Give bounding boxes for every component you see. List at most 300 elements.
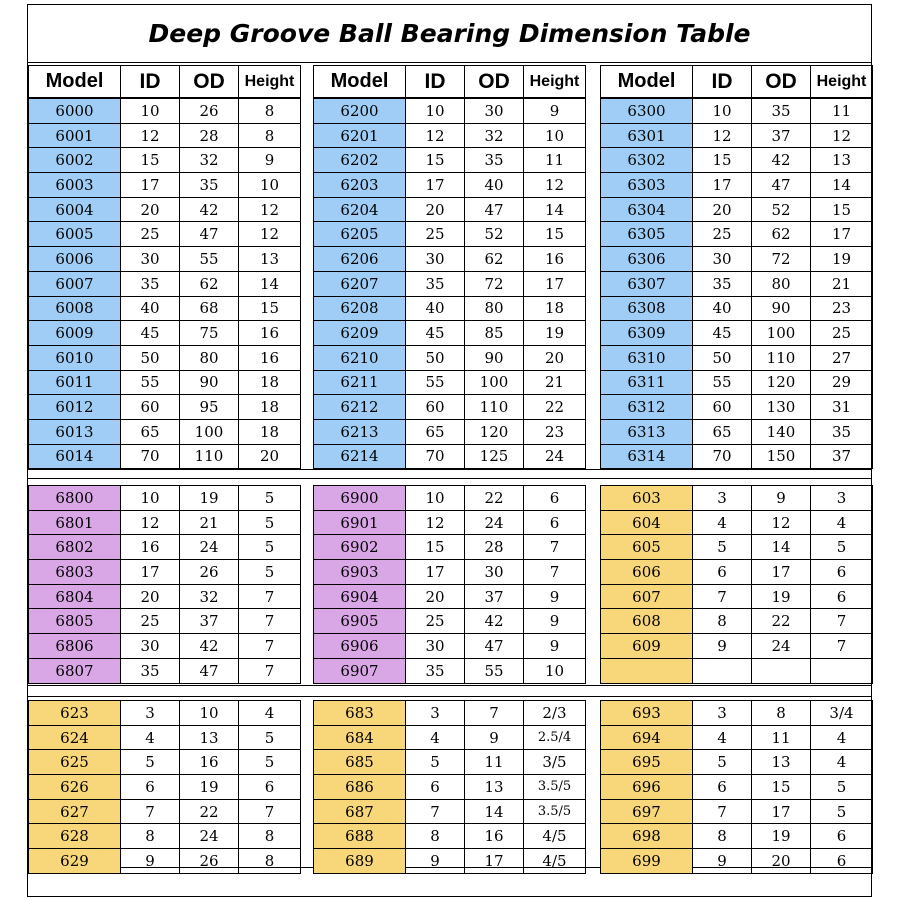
height-cell: 17 (811, 222, 873, 247)
table-row (314, 148, 586, 173)
height-cell: 6 (811, 560, 873, 585)
id-cell: 40 (693, 296, 752, 321)
od-cell: 24 (180, 535, 239, 560)
table-row (314, 222, 586, 247)
id-cell: 30 (121, 634, 180, 659)
table-row (314, 395, 586, 420)
table-row (314, 634, 586, 659)
table-row (29, 658, 301, 683)
id-cell: 17 (121, 560, 180, 585)
id-cell: 10 (693, 99, 752, 124)
od-cell: 55 (180, 247, 239, 272)
table-row (314, 271, 586, 296)
model-cell: 605 (601, 535, 693, 560)
od-cell: 19 (180, 775, 239, 800)
id-cell: 17 (693, 173, 752, 198)
model-cell: 6302 (601, 148, 693, 173)
od-cell: 12 (752, 510, 811, 535)
table-row (29, 296, 301, 321)
model-cell: 6209 (314, 321, 406, 346)
model-cell: 689 (314, 849, 406, 874)
id-cell: 65 (406, 419, 465, 444)
id-cell: 25 (693, 222, 752, 247)
od-cell: 47 (180, 222, 239, 247)
height-cell: 12 (239, 197, 301, 222)
height-cell: 5 (239, 486, 301, 511)
id-cell: 30 (406, 634, 465, 659)
table-row (601, 725, 873, 750)
table-row (29, 123, 301, 148)
table-row (314, 535, 586, 560)
id-cell: 55 (693, 370, 752, 395)
header-id: ID (406, 66, 465, 98)
id-cell: 8 (406, 824, 465, 849)
id-cell: 3 (693, 701, 752, 726)
bearing-table-block (313, 98, 586, 469)
model-cell: 6201 (314, 123, 406, 148)
od-cell: 130 (752, 395, 811, 420)
table-row (601, 173, 873, 198)
table-row (29, 701, 301, 726)
height-cell: 2/3 (524, 701, 586, 726)
table-row (29, 222, 301, 247)
table-row (29, 634, 301, 659)
id-cell (693, 658, 752, 683)
height-cell: 5 (239, 510, 301, 535)
id-cell: 6 (406, 775, 465, 800)
height-cell: 4 (239, 701, 301, 726)
id-cell: 7 (121, 799, 180, 824)
table-row (601, 658, 873, 683)
table-row (29, 824, 301, 849)
id-cell: 7 (406, 799, 465, 824)
id-cell: 45 (406, 321, 465, 346)
model-cell: 6213 (314, 419, 406, 444)
height-cell: 2.5/4 (524, 725, 586, 750)
model-cell: 6303 (601, 173, 693, 198)
table-row (29, 849, 301, 874)
height-cell: 7 (811, 609, 873, 634)
id-cell: 6 (121, 775, 180, 800)
height-cell: 15 (524, 222, 586, 247)
od-cell: 110 (465, 395, 524, 420)
table-row (314, 750, 586, 775)
height-cell: 13 (811, 148, 873, 173)
id-cell: 8 (693, 824, 752, 849)
od-cell: 20 (752, 849, 811, 874)
table-row (601, 799, 873, 824)
table-row (314, 419, 586, 444)
id-cell: 20 (693, 197, 752, 222)
id-cell: 35 (121, 658, 180, 683)
model-cell: 6001 (29, 123, 121, 148)
height-cell: 15 (811, 197, 873, 222)
od-cell: 22 (465, 486, 524, 511)
id-cell: 4 (693, 725, 752, 750)
id-cell: 70 (693, 444, 752, 469)
height-cell: 4 (811, 510, 873, 535)
id-cell: 35 (406, 271, 465, 296)
id-cell: 8 (693, 609, 752, 634)
id-cell: 6 (693, 775, 752, 800)
id-cell: 12 (693, 123, 752, 148)
height-cell: 13 (239, 247, 301, 272)
id-cell: 20 (406, 584, 465, 609)
id-cell: 6 (693, 560, 752, 585)
id-cell: 20 (121, 584, 180, 609)
table-row (314, 247, 586, 272)
od-cell: 80 (465, 296, 524, 321)
od-cell: 140 (752, 419, 811, 444)
height-cell: 8 (239, 824, 301, 849)
od-cell: 120 (465, 419, 524, 444)
bearing-table-block (600, 485, 873, 684)
height-cell (811, 658, 873, 683)
table-row (314, 609, 586, 634)
model-cell: 6012 (29, 395, 121, 420)
table-row (601, 560, 873, 585)
header-id: ID (121, 66, 180, 98)
model-cell: 6904 (314, 584, 406, 609)
table-row (29, 609, 301, 634)
height-cell: 19 (524, 321, 586, 346)
height-cell: 14 (524, 197, 586, 222)
od-cell: 90 (465, 345, 524, 370)
od-cell: 90 (752, 296, 811, 321)
table-row (314, 321, 586, 346)
od-cell: 68 (180, 296, 239, 321)
id-cell: 10 (121, 99, 180, 124)
model-cell: 608 (601, 609, 693, 634)
model-cell: 686 (314, 775, 406, 800)
od-cell: 14 (752, 535, 811, 560)
od-cell: 13 (752, 750, 811, 775)
od-cell: 16 (180, 750, 239, 775)
od-cell: 11 (465, 750, 524, 775)
od-cell: 32 (180, 148, 239, 173)
od-cell: 13 (180, 725, 239, 750)
od-cell: 47 (180, 658, 239, 683)
model-cell: 625 (29, 750, 121, 775)
id-cell: 35 (121, 271, 180, 296)
id-cell: 15 (693, 148, 752, 173)
height-cell: 18 (239, 395, 301, 420)
bearing-table-block (28, 485, 301, 684)
height-cell: 8 (239, 99, 301, 124)
table-row (314, 296, 586, 321)
height-cell: 24 (524, 444, 586, 469)
id-cell: 5 (693, 750, 752, 775)
header-od: OD (180, 66, 239, 98)
height-cell: 7 (239, 658, 301, 683)
model-cell: 6204 (314, 197, 406, 222)
table-row (29, 444, 301, 469)
od-cell: 72 (465, 271, 524, 296)
height-cell: 18 (239, 419, 301, 444)
header-height: Height (239, 66, 301, 98)
od-cell: 17 (752, 799, 811, 824)
od-cell: 19 (752, 824, 811, 849)
od-cell: 62 (180, 271, 239, 296)
height-cell: 35 (811, 419, 873, 444)
model-cell: 6208 (314, 296, 406, 321)
table-row (601, 634, 873, 659)
column-header-row (28, 65, 301, 98)
od-cell: 10 (180, 701, 239, 726)
model-cell: 626 (29, 775, 121, 800)
table-row (601, 345, 873, 370)
id-cell: 60 (406, 395, 465, 420)
height-cell: 10 (524, 658, 586, 683)
od-cell: 32 (465, 123, 524, 148)
id-cell: 5 (406, 750, 465, 775)
model-cell: 6900 (314, 486, 406, 511)
bearing-table-block (313, 700, 586, 874)
table-row (601, 775, 873, 800)
table-row (601, 701, 873, 726)
od-cell: 21 (180, 510, 239, 535)
od-cell: 42 (752, 148, 811, 173)
model-cell: 6308 (601, 296, 693, 321)
table-row (601, 247, 873, 272)
model-cell: 628 (29, 824, 121, 849)
id-cell: 70 (406, 444, 465, 469)
id-cell: 17 (406, 173, 465, 198)
height-cell: 14 (811, 173, 873, 198)
height-cell: 22 (524, 395, 586, 420)
height-cell: 23 (524, 419, 586, 444)
od-cell: 26 (180, 849, 239, 874)
bearing-table-block (28, 98, 301, 469)
height-cell: 29 (811, 370, 873, 395)
height-cell: 37 (811, 444, 873, 469)
table-row (29, 173, 301, 198)
id-cell: 16 (121, 535, 180, 560)
od-cell: 17 (465, 849, 524, 874)
table-row (601, 750, 873, 775)
model-cell: 6009 (29, 321, 121, 346)
model-cell: 6905 (314, 609, 406, 634)
model-cell: 6803 (29, 560, 121, 585)
od-cell: 35 (465, 148, 524, 173)
id-cell: 3 (693, 486, 752, 511)
model-cell: 6207 (314, 271, 406, 296)
id-cell: 55 (121, 370, 180, 395)
od-cell: 28 (180, 123, 239, 148)
id-cell: 15 (121, 148, 180, 173)
od-cell: 47 (465, 634, 524, 659)
table-row (314, 775, 586, 800)
model-cell: 606 (601, 560, 693, 585)
model-cell: 6210 (314, 345, 406, 370)
height-cell: 5 (239, 560, 301, 585)
height-cell: 10 (239, 173, 301, 198)
id-cell: 50 (693, 345, 752, 370)
od-cell: 85 (465, 321, 524, 346)
table-row (29, 775, 301, 800)
model-cell: 687 (314, 799, 406, 824)
section-divider (28, 685, 871, 686)
table-row (601, 197, 873, 222)
id-cell: 9 (693, 634, 752, 659)
header-id: ID (693, 66, 752, 98)
height-cell: 6 (811, 584, 873, 609)
od-cell: 80 (180, 345, 239, 370)
height-cell: 12 (524, 173, 586, 198)
model-cell: 6906 (314, 634, 406, 659)
model-cell: 6007 (29, 271, 121, 296)
id-cell: 9 (121, 849, 180, 874)
od-cell: 9 (465, 725, 524, 750)
model-cell: 6807 (29, 658, 121, 683)
model-cell: 629 (29, 849, 121, 874)
height-cell: 9 (239, 148, 301, 173)
model-cell: 6306 (601, 247, 693, 272)
height-cell: 7 (524, 535, 586, 560)
model-cell: 698 (601, 824, 693, 849)
od-cell: 24 (465, 510, 524, 535)
table-row (601, 486, 873, 511)
od-cell: 8 (752, 701, 811, 726)
id-cell: 25 (406, 222, 465, 247)
od-cell: 16 (465, 824, 524, 849)
bearing-table-block (600, 700, 873, 874)
id-cell: 50 (121, 345, 180, 370)
table-row (314, 560, 586, 585)
header-height: Height (811, 66, 873, 98)
header-model: Model (29, 66, 121, 98)
height-cell: 16 (239, 321, 301, 346)
id-cell: 15 (406, 148, 465, 173)
od-cell: 13 (465, 775, 524, 800)
table-row (314, 197, 586, 222)
od-cell: 80 (752, 271, 811, 296)
table-row (601, 99, 873, 124)
height-cell: 6 (811, 849, 873, 874)
model-cell: 696 (601, 775, 693, 800)
column-header-row (313, 65, 586, 98)
model-cell: 6301 (601, 123, 693, 148)
model-cell: 6804 (29, 584, 121, 609)
id-cell: 30 (121, 247, 180, 272)
od-cell: 22 (752, 609, 811, 634)
height-cell: 4 (811, 750, 873, 775)
table-row (601, 370, 873, 395)
id-cell: 60 (693, 395, 752, 420)
section-divider (28, 696, 871, 697)
height-cell: 12 (811, 123, 873, 148)
height-cell: 6 (239, 775, 301, 800)
model-cell: 624 (29, 725, 121, 750)
od-cell: 7 (465, 701, 524, 726)
table-row (29, 419, 301, 444)
bearing-table-block (600, 98, 873, 469)
table-row (29, 584, 301, 609)
table-row (601, 222, 873, 247)
model-cell: 6802 (29, 535, 121, 560)
table-row (29, 345, 301, 370)
model-cell: 6307 (601, 271, 693, 296)
height-cell: 5 (811, 775, 873, 800)
height-cell: 4/5 (524, 849, 586, 874)
model-cell: 6806 (29, 634, 121, 659)
model-cell: 685 (314, 750, 406, 775)
table-row (29, 535, 301, 560)
od-cell: 9 (752, 486, 811, 511)
table-row (601, 535, 873, 560)
model-cell: 695 (601, 750, 693, 775)
od-cell: 52 (752, 197, 811, 222)
height-cell: 9 (524, 584, 586, 609)
height-cell: 3/5 (524, 750, 586, 775)
od-cell: 100 (180, 419, 239, 444)
od-cell: 110 (752, 345, 811, 370)
od-cell: 90 (180, 370, 239, 395)
od-cell: 35 (752, 99, 811, 124)
model-cell: 6002 (29, 148, 121, 173)
header-model: Model (601, 66, 693, 98)
od-cell: 17 (752, 560, 811, 585)
model-cell: 694 (601, 725, 693, 750)
table-row (601, 271, 873, 296)
od-cell: 55 (465, 658, 524, 683)
height-cell: 25 (811, 321, 873, 346)
table-row (29, 486, 301, 511)
model-cell: 6300 (601, 99, 693, 124)
height-cell: 5 (239, 535, 301, 560)
table-row (29, 750, 301, 775)
id-cell: 9 (406, 849, 465, 874)
id-cell: 10 (406, 486, 465, 511)
od-cell: 62 (465, 247, 524, 272)
height-cell: 11 (524, 148, 586, 173)
model-cell (601, 658, 693, 683)
model-cell: 684 (314, 725, 406, 750)
id-cell: 40 (121, 296, 180, 321)
od-cell: 95 (180, 395, 239, 420)
id-cell: 60 (121, 395, 180, 420)
height-cell: 16 (524, 247, 586, 272)
od-cell: 40 (465, 173, 524, 198)
od-cell: 15 (752, 775, 811, 800)
id-cell: 30 (693, 247, 752, 272)
id-cell: 12 (121, 510, 180, 535)
od-cell: 26 (180, 99, 239, 124)
id-cell: 25 (121, 609, 180, 634)
height-cell: 21 (524, 370, 586, 395)
id-cell: 15 (406, 535, 465, 560)
model-cell: 6901 (314, 510, 406, 535)
model-cell: 6008 (29, 296, 121, 321)
od-cell: 14 (465, 799, 524, 824)
model-cell: 6214 (314, 444, 406, 469)
od-cell: 35 (180, 173, 239, 198)
model-cell: 6205 (314, 222, 406, 247)
id-cell: 40 (406, 296, 465, 321)
table-row (314, 658, 586, 683)
table-row (314, 510, 586, 535)
model-cell: 6005 (29, 222, 121, 247)
height-cell: 7 (239, 634, 301, 659)
model-cell: 604 (601, 510, 693, 535)
height-cell: 20 (524, 345, 586, 370)
od-cell: 19 (180, 486, 239, 511)
model-cell: 6014 (29, 444, 121, 469)
od-cell: 26 (180, 560, 239, 585)
table-row (601, 123, 873, 148)
table-row (314, 824, 586, 849)
od-cell: 120 (752, 370, 811, 395)
